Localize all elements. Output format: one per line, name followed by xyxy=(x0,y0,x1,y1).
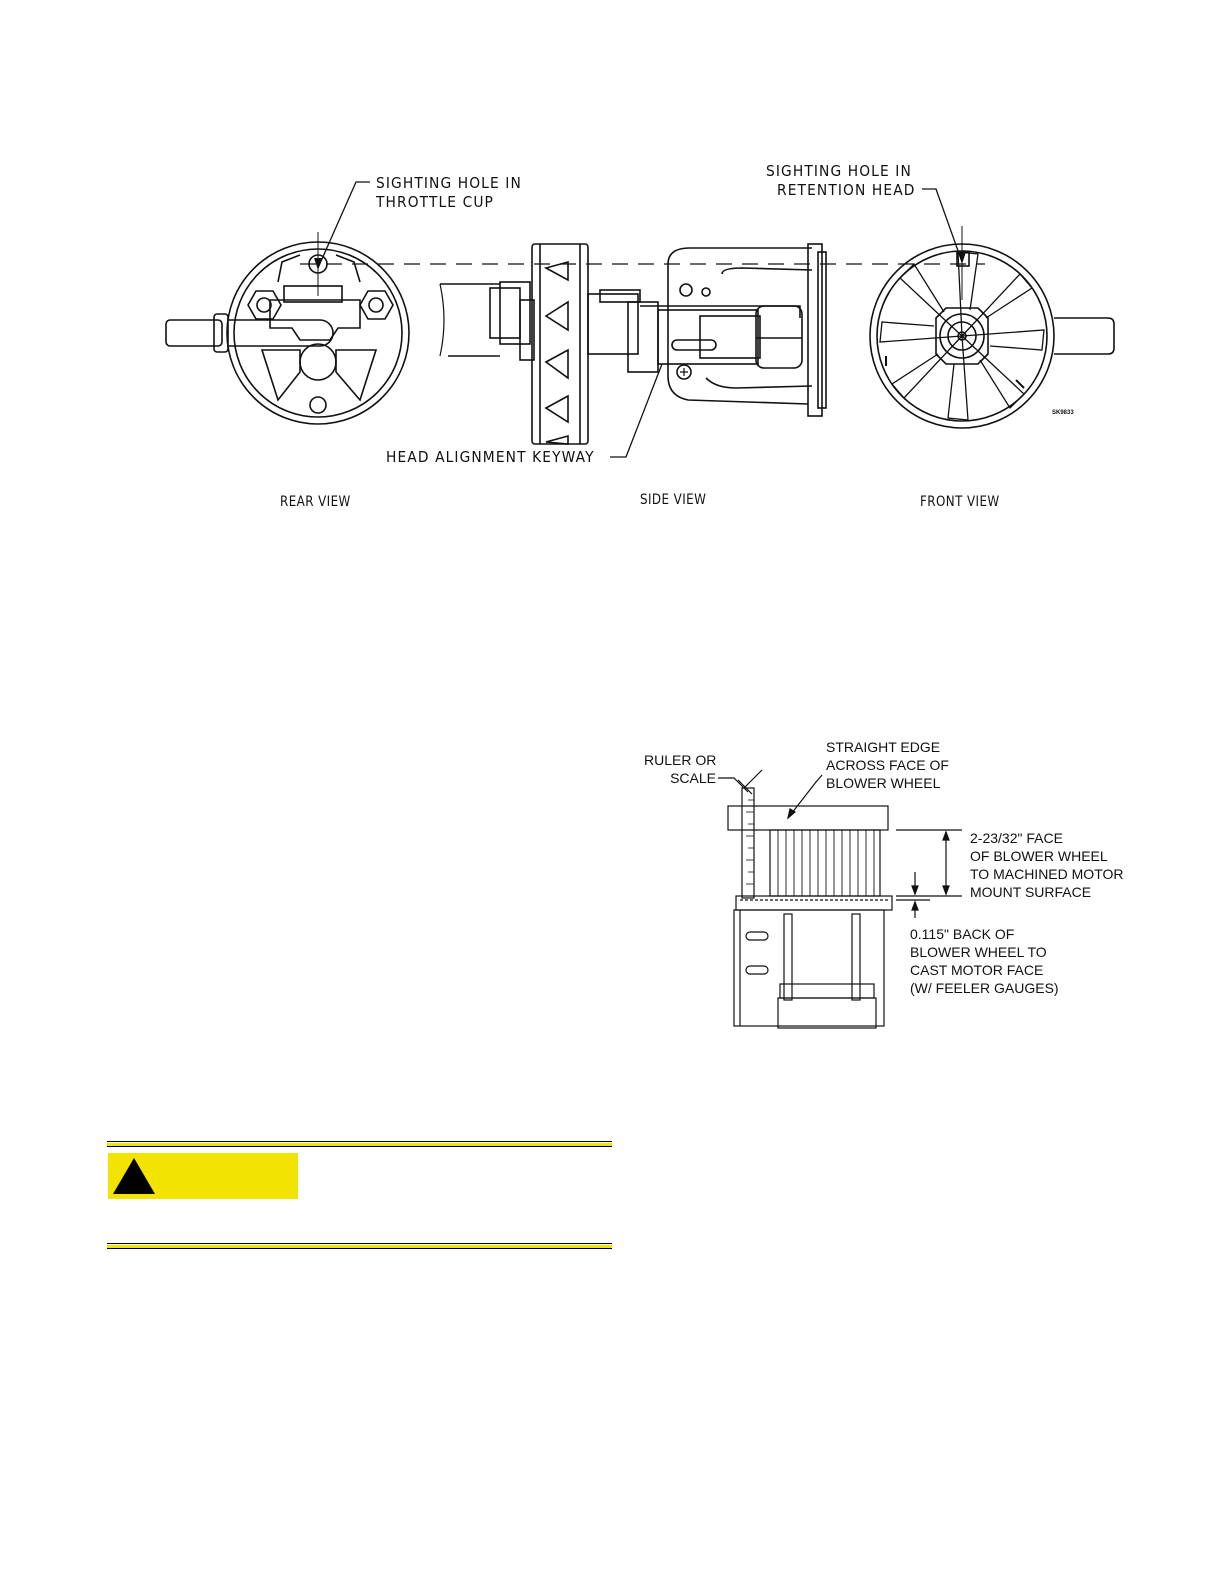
face-dimension-line1: 2-23/32" FACE xyxy=(970,830,1063,846)
throttle-cup-callout-line2: THROTTLE CUP xyxy=(376,193,494,211)
back-dimension-line1: 0.115" BACK OF xyxy=(910,926,1015,942)
warning-top-rule xyxy=(107,1141,612,1142)
warning-top-rule-2 xyxy=(107,1146,612,1147)
straight-edge-line1: STRAIGHT EDGE xyxy=(826,739,941,755)
rear-view-label: REAR VIEW xyxy=(280,494,351,510)
ruler-callout-line1: RULER OR xyxy=(644,752,717,768)
rear-view-drawing xyxy=(166,232,409,424)
ruler-callout xyxy=(644,751,716,787)
straight-edge-line3: BLOWER WHEEL xyxy=(826,775,941,791)
throttle-cup-callout xyxy=(376,174,522,212)
back-dimension-line3: CAST MOTOR FACE xyxy=(910,962,1044,978)
retention-head-callout-line2: RETENTION HEAD xyxy=(777,181,916,199)
face-dimension-line2: OF BLOWER WHEEL xyxy=(970,848,1108,864)
back-dimension-line4: (W/ FEELER GAUGES) xyxy=(910,980,1059,996)
face-dimension-line3: TO MACHINED MOTOR xyxy=(970,866,1124,882)
throttle-cup-leader xyxy=(318,182,370,268)
side-view-drawing xyxy=(440,244,826,444)
warning-bottom-rule xyxy=(107,1243,612,1244)
throttle-cup-callout-line1: SIGHTING HOLE IN xyxy=(376,174,522,192)
front-view-label: FRONT VIEW xyxy=(920,494,1000,510)
ruler-callout-line2: SCALE xyxy=(670,770,716,786)
warning-bottom-rule-2 xyxy=(107,1248,612,1249)
straight-edge-callout xyxy=(826,738,949,792)
warning-signal-panel xyxy=(108,1153,298,1199)
face-dimension-callout xyxy=(970,829,1124,901)
back-dimension-callout xyxy=(910,925,1059,997)
straight-edge-line2: ACROSS FACE OF xyxy=(826,757,949,773)
warning-triangle-icon xyxy=(110,1156,158,1196)
side-view-label: SIDE VIEW xyxy=(640,492,707,508)
burner-head-alignment-drawing xyxy=(0,0,1224,560)
keyway-callout: HEAD ALIGNMENT KEYWAY xyxy=(386,448,595,466)
retention-head-callout xyxy=(766,162,916,200)
front-view-drawing xyxy=(870,226,1114,428)
face-dimension-line4: MOUNT SURFACE xyxy=(970,884,1092,900)
back-dimension-line2: BLOWER WHEEL TO xyxy=(910,944,1047,960)
retention-head-callout-line1: SIGHTING HOLE IN xyxy=(766,162,912,180)
keyway-leader xyxy=(610,364,662,457)
drawing-number: SK9833 xyxy=(1052,410,1074,416)
